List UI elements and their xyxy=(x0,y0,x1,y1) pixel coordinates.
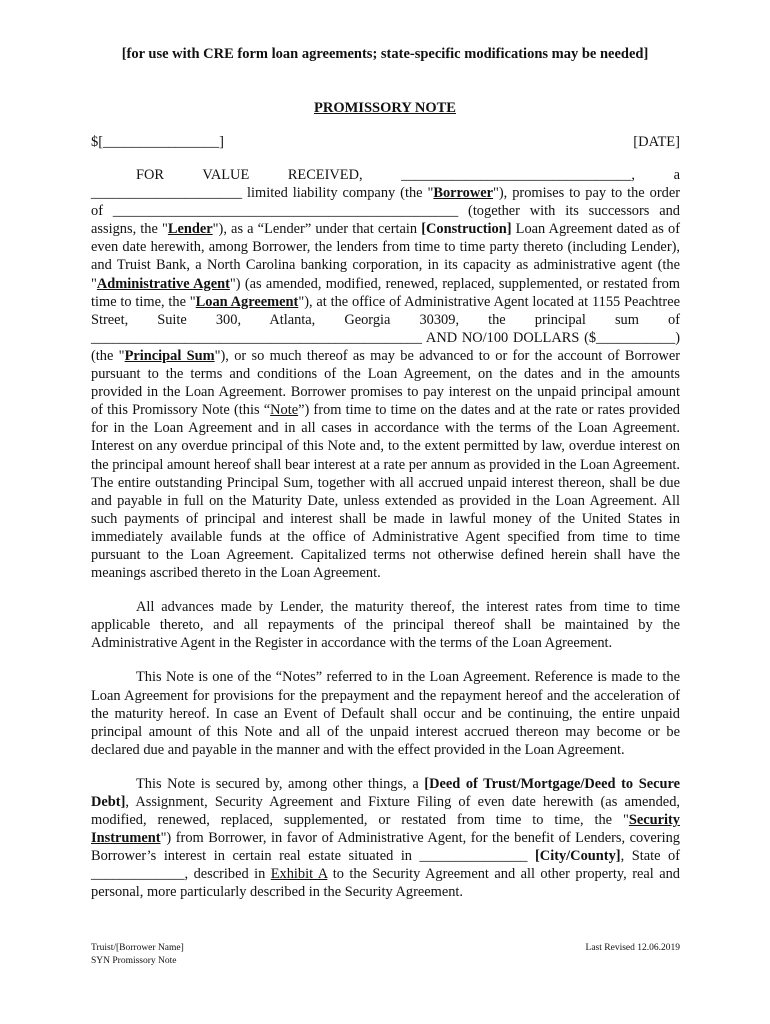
header-note: [for use with CRE form loan agreements; state-specific modifications may be needed] xyxy=(121,46,649,62)
paragraph-3: This Note is one of the “Notes” referred to in the Loan Agreement. Reference is made to the Loan Agreement for provisions for the prepayment and the repayment hereof and the acceleration of the maturity hereof. In case an Event of Default shall occur and be continuing, the entire unpaid principal amount of this Note and all of the unpaid interest accrued thereon may become or be declared due and payable in the manner and with the effect provided in the Loan Agreement. xyxy=(91,669,680,758)
defined-term-security-instrument: Security Instrument xyxy=(91,812,680,847)
defined-term-administrative-agent: Administrative Agent xyxy=(96,275,230,292)
p4-text: ") from Borrower, in favor of Administrative Agent, for the benefit of Lenders, covering Borrower’s interest in certain real estate situated in _______________ xyxy=(91,830,680,865)
p1-text: ”) from time to time on the dates and at the rate or rates provided for in the Loan Agreement and in all cases in accordance with the terms of the Loan Agreement. Interest on any overdue principal of this Note and, to the extent permitted by law, overdue interest on the principal amount hereof shall bear interest at a rate per annum as provided in the Loan Agreement. The entire outstanding Principal Sum, together with all accrued unpaid interest thereon, shall be due and payable in full on the Maturity Date, unless extended as provided in the Loan Agreement. All such payments of principal and interest shall be made in lawful money of the United States in immediately available funds at the office of Administrative Agent specified from time to time pursuant to the Loan Agreement. Capitalized terms not otherwise defined herein shall have the meanings ascribed thereto in the Loan Agreement. xyxy=(91,402,681,582)
construction-bracket: [Construction] xyxy=(421,221,512,238)
city-county-bracket: [City/County] xyxy=(535,848,621,865)
footer-borrower-line: Truist/[Borrower Name] xyxy=(91,943,184,953)
paragraph-4 xyxy=(91,775,680,902)
p4-text: This Note is secured by, among other things, a xyxy=(136,775,425,792)
p1-text: "), promises to pay to the order of ________________________________________________ (together with its successors and assigns, the " xyxy=(91,185,680,238)
p4-text: , State of _____________, described in xyxy=(91,848,680,883)
p1-text: FOR VALUE RECEIVED, ________________________________, a _____________________ limited liability company (the " xyxy=(91,167,680,202)
defined-term-principal-sum: Principal Sum xyxy=(124,347,215,364)
defined-term-note: Note xyxy=(270,402,299,419)
exhibit-a-reference: Exhibit A xyxy=(270,866,328,883)
date-placeholder: [DATE] xyxy=(633,134,680,150)
defined-term-lender: Lender xyxy=(167,221,213,238)
note-body xyxy=(91,166,680,918)
page-footer xyxy=(91,942,680,968)
footer-revision: Last Revised 12.06.2019 xyxy=(585,943,680,953)
footer-doc-name: SYN Promissory Note xyxy=(91,956,177,966)
footer-left xyxy=(91,942,184,968)
defined-term-loan-agreement: Loan Agreement xyxy=(195,293,299,310)
p4-text: to the Security Agreement and all other property, real and personal, more particularly described in the Security Agreement. xyxy=(91,866,680,901)
paragraph-1 xyxy=(91,166,680,582)
p1-text: "), at the office of Administrative Agent located at 1155 Peachtree Street, Suite 300, Atlanta, Georgia 30309, the principal sum of ______________________________________________ AND NO/100 DOLLARS ($___________) (the " xyxy=(91,293,680,364)
p4-text: , Assignment, Security Agreement and Fixture Filing of even date herewith (as amended, modified, renewed, replaced, supplemented, or restated from time to time, the " xyxy=(91,794,680,829)
p1-text: "), as a “Lender” under that certain xyxy=(212,221,422,238)
p1-text: Loan Agreement dated as of even date herewith, among Borrower, the lenders from time to time party thereto (including Lender), and Truist Bank, a North Carolina banking corporation, in its capacity as administrative agent (the " xyxy=(91,221,680,292)
p1-text: ") (as amended, modified, renewed, replaced, supplemented, or restated from time to time, the " xyxy=(91,275,681,310)
p1-text: "), or so much thereof as may be advanced to or for the account of Borrower pursuant to the terms and conditions of the Loan Agreement, on the dates and in the amounts provided in the Loan Agreement. Borrower promises to pay interest on the unpaid principal amount of this Promissory Note (this “ xyxy=(91,347,680,419)
amount-placeholder: $[________________] xyxy=(91,134,224,150)
page-title: PROMISSORY NOTE xyxy=(314,100,456,116)
paragraph-2: All advances made by Lender, the maturity thereof, the interest rates from time to time applicable thereto, and all repayments of the principal thereof shall be maintained by the Administrative Agent in the Register in accordance with the terms of the Loan Agreement. xyxy=(91,599,680,652)
deed-bracket: [Deed of Trust/Mortgage/Deed to Secure Debt] xyxy=(91,775,681,810)
defined-term-borrower: Borrower xyxy=(433,185,494,202)
amount-date-line xyxy=(91,134,680,151)
